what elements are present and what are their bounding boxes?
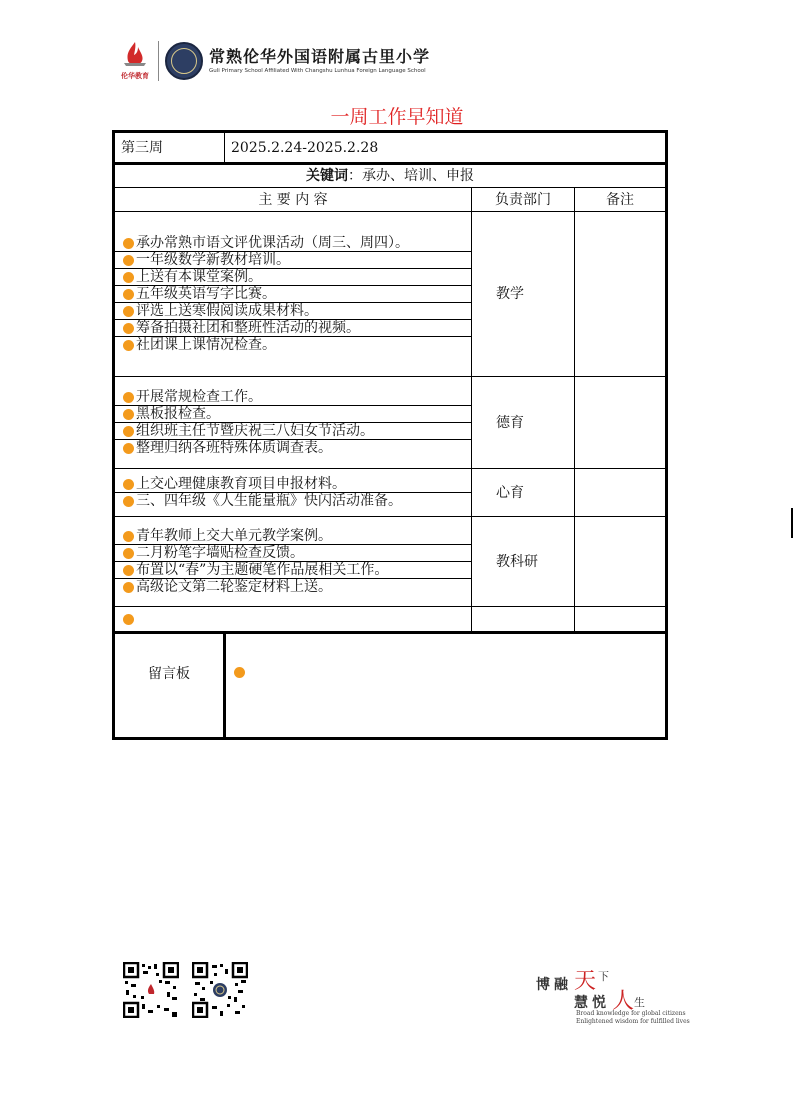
task-text: 高级论文第二轮鉴定材料上送。 [136,579,332,595]
list-item [115,614,471,625]
task-text: 组织班主任节暨庆祝三八妇女节活动。 [136,423,374,439]
slogan-char: 悦 [592,995,606,1011]
task-text: 上交心理健康教育项目申报材料。 [136,476,346,492]
slogan-char: 人 [612,989,635,1014]
task-text: 黑板报检查。 [136,406,220,422]
message-board-row [114,633,667,739]
dept-cell: 教学 [472,212,575,377]
task-text: 上送有本课堂案例。 [136,269,262,285]
header-divider [158,41,159,81]
bullet-dot-icon [123,272,134,283]
task-group-research [114,517,667,607]
dept-cell: 心育 [472,469,575,517]
task-text: 五年级英语写字比赛。 [136,286,276,302]
list-item [115,286,471,302]
keywords-value: 承办、培训、申报 [362,168,475,184]
task-text: 三、四年级《人生能量瓶》快闪活动准备。 [136,493,402,509]
list-item [115,493,471,509]
keywords-sep: ： [348,168,363,184]
school-name-cn: 常熟伦华外国语附属古里小学 [209,47,431,66]
bullet-dot-icon [123,443,134,454]
slogan-char: 下 [598,970,609,983]
bullet-dot-icon [123,289,134,300]
list-item [115,528,471,544]
school-name-en: Guli Primary School Affiliated With Changshu Lunhua Foreign Language School [209,68,426,74]
dept-cell: 教科研 [472,517,575,607]
slogan-char: 生 [634,996,645,1009]
message-board-area [225,633,667,739]
column-header-note: 备注 [575,188,667,212]
list-item [115,579,471,595]
bullet-dot-icon [123,582,134,593]
week-dates: 2025.2.24-2025.2.28 [225,132,667,164]
bullet-dot-icon [123,306,134,317]
bullet-dot-icon [123,426,134,437]
dept-cell: 德育 [472,377,575,469]
task-group-psych [114,469,667,517]
list-item [115,440,471,456]
list-item [115,423,471,439]
task-text: 承办常熟市语文评优课活动（周三、周四）。 [136,235,409,251]
list-item [115,476,471,492]
slogan-char: 融 [554,977,568,993]
message-board-label: 留言板 [114,633,225,739]
brand-caption: 伦华教育 [121,72,149,80]
bullet-dot-icon [123,323,134,334]
qr-code-icon [123,962,179,1018]
task-list [115,476,471,509]
bullet-dot-icon [123,531,134,542]
note-cell [575,607,667,633]
empty-task-row [114,607,667,633]
school-seal-icon [165,42,203,80]
weekly-plan-table [112,130,668,740]
task-group-teaching [114,212,667,377]
task-list [115,389,471,456]
note-cell [575,212,667,377]
bullet-dot-icon [123,238,134,249]
week-label: 第三周 [114,132,225,164]
bullet-dot-icon [234,667,245,678]
list-item [115,337,471,353]
task-text: 评选上送寒假阅读成果材料。 [136,303,318,319]
task-text: 布置以“春”为主题硬笔作品展相关工作。 [136,562,389,578]
list-item [115,269,471,285]
page-title: 一周工作早知道 [330,106,464,128]
list-item [115,562,471,578]
task-text: 一年级数学新教材培训。 [136,252,290,268]
task-text: 社团课上课情况检查。 [136,337,276,353]
task-list [115,235,471,353]
column-header-content: 主 要 内 容 [114,188,472,212]
keywords-row [114,164,667,188]
bullet-dot-icon [123,496,134,507]
list-item [115,545,471,561]
school-slogan [534,966,690,1028]
list-item [115,252,471,268]
note-cell [575,517,667,607]
lunhua-logo [116,39,154,83]
bullet-dot-icon [123,255,134,266]
task-text: 二月粉笔字墙贴检查反馈。 [136,545,304,561]
slogan-char: 慧 [574,995,588,1011]
list-item [115,320,471,336]
task-list [115,528,471,595]
column-header-dept: 负责部门 [472,188,575,212]
note-cell [575,377,667,469]
qr-code-icon [192,962,248,1018]
bullet-dot-icon [123,548,134,559]
bullet-dot-icon [123,409,134,420]
school-header [116,38,430,84]
task-text: 开展常规检查工作。 [136,389,262,405]
bullet-dot-icon [123,565,134,576]
list-item [115,406,471,422]
keywords-label: 关键词 [306,168,349,184]
bullet-dot-icon [123,479,134,490]
page-edge-mark [791,508,793,538]
list-item [115,303,471,319]
task-text: 筹备拍摄社团和整班性活动的视频。 [136,320,360,336]
bullet-dot-icon [123,614,134,625]
slogan-char: 天 [574,969,597,994]
slogan-en-line2: Enlightened wisdom for fulfilled lives [576,1018,690,1025]
note-cell [575,469,667,517]
list-item [115,389,471,405]
bullet-dot-icon [123,392,134,403]
bullet-dot-icon [123,340,134,351]
task-text: 整理归纳各班特殊体质调查表。 [136,440,332,456]
dept-cell [472,607,575,633]
task-group-moral [114,377,667,469]
slogan-char: 博 [536,977,550,993]
task-text: 青年教师上交大单元教学案例。 [136,528,332,544]
slogan-en-line1: Broad knowledge for global citizens [576,1010,686,1017]
flame-icon [122,41,148,67]
list-item [115,235,471,251]
